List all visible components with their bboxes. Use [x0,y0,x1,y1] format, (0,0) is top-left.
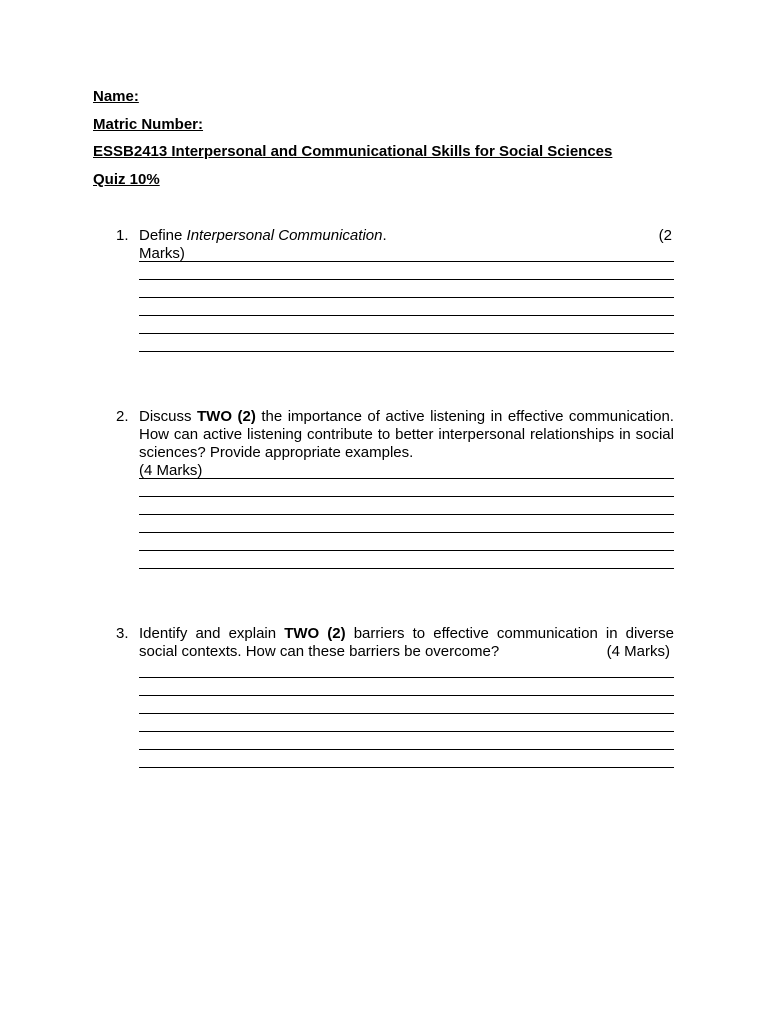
question-text-part: the importance of active listening in effective communication. How can active listening contribute to better interpersonal relationships in social sciences? Provide appropriate examples. [139,408,674,461]
answer-line[interactable] [139,749,674,750]
question-text [139,227,674,263]
answer-line[interactable] [139,261,674,262]
question-text-part: . [382,227,387,244]
answer-lines [139,677,674,785]
answer-line[interactable] [139,767,674,768]
course-title: ESSB2413 Interpersonal and Communicational Skills for Social Sciences [93,143,613,160]
answer-line[interactable] [139,333,674,334]
question-number: 3. [116,625,129,642]
answer-lines [139,261,674,369]
answer-line[interactable] [139,514,674,515]
question-number: 1. [116,227,129,244]
question-marks-open: (2 [658,227,672,244]
answer-line[interactable] [139,695,674,696]
answer-line[interactable] [139,351,674,352]
name-label: Name: [93,88,139,105]
question-text-part: Identify and explain [139,625,285,642]
question-bold-term: TWO (2) [284,625,346,642]
question-italic-term: Interpersonal Communication [186,227,383,244]
question-text [139,408,674,480]
quiz-label: Quiz 10% [93,171,160,188]
question-marks: Marks) [139,245,185,262]
question-number: 2. [116,408,129,425]
matric-number-label: Matric Number: [93,116,204,133]
answer-line[interactable] [139,315,674,316]
answer-line[interactable] [139,496,674,497]
answer-line[interactable] [139,731,674,732]
answer-line[interactable] [139,279,674,280]
question-text [139,625,674,661]
answer-lines [139,478,674,586]
question-marks: (4 Marks) [606,643,670,660]
question-text-part: barriers to effective communication in diverse social contexts. How can these barriers be overcome? [139,625,674,660]
answer-line[interactable] [139,550,674,551]
answer-line[interactable] [139,713,674,714]
question-text-part: Discuss [139,408,198,425]
answer-line[interactable] [139,532,674,533]
answer-line[interactable] [139,677,674,678]
question-bold-term: TWO (2) [197,408,256,425]
answer-line[interactable] [139,478,674,479]
question-marks: (4 Marks) [139,462,203,479]
answer-line[interactable] [139,568,674,569]
answer-line[interactable] [139,297,674,298]
question-text-part: Define [139,227,187,244]
